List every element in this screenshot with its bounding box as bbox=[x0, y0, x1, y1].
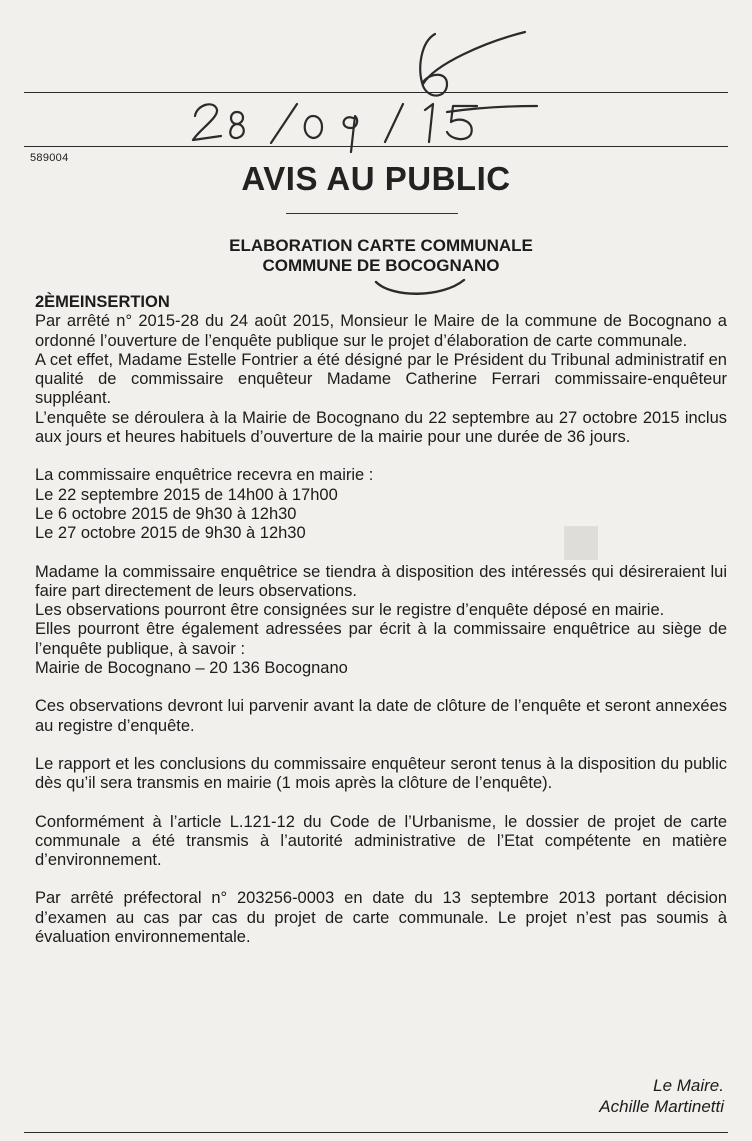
paragraph-11: Par arrêté préfectoral n° 203256-0003 en date du 13 septembre 2013 portant décision d’examen au cas par cas du projet de carte communale. Le projet n’est pas soumis à évaluation environnementale. bbox=[35, 889, 727, 947]
title-rule bbox=[286, 213, 458, 214]
notice-title: AVIS AU PUBLIC bbox=[241, 160, 511, 197]
schedule-date-3: Le 27 octobre 2015 de 9h30 à 12h30 bbox=[35, 524, 306, 543]
paragraph-8: Ces observations devront lui parvenir avant la date de clôture de l’enquête et seront annexées au registre d’enquête. bbox=[35, 697, 727, 735]
signature-block bbox=[599, 1075, 724, 1117]
paragraph-1: Par arrêté n° 2015-28 du 24 août 2015, Monsieur le Maire de la commune de Bocognano a ordonné l’ouverture de l’enquête publique sur le projet d’élaboration de carte communale. bbox=[35, 312, 727, 350]
signature-role: Le Maire. bbox=[653, 1076, 724, 1095]
paragraph-10: Conformément à l’article L.121-12 du Code de l’Urbanisme, le dossier de projet de carte communale a été transmis à l’autorité administrative de l’Etat compétente en matière d’environnement. bbox=[35, 812, 727, 870]
paragraph-2: A cet effet, Madame Estelle Fontrier a été désigné par le Président du Tribunal administratif en qualité de commissaire enquêteur Madame Catherine Ferrari commissaire-enquêteur suppléant. bbox=[35, 350, 727, 408]
show-through-mark: ■ bbox=[560, 501, 603, 579]
paragraph-7: Elles pourront être également adressées par écrit à la commissaire enquêtrice au siège de l’enquête publique, à savoir : bbox=[35, 620, 727, 658]
paragraph-3: L’enquête se déroulera à la Mairie de Bocognano du 22 septembre au 27 octobre 2015 inclus aux jours et heures habituels d’ouverture de la mairie pour une durée de 36 jours. bbox=[35, 408, 727, 447]
paragraph-6: Les observations pourront être consignées sur le registre d’enquête déposé en mairie. bbox=[35, 601, 665, 620]
header-rule bbox=[24, 146, 728, 147]
schedule-intro: La commissaire enquêtrice recevra en mairie : bbox=[35, 466, 374, 485]
bottom-rule bbox=[24, 1132, 728, 1133]
notice-body bbox=[35, 293, 727, 947]
paragraph-9: Le rapport et les conclusions du commissaire enquêteur seront tenus à la disposition du public dès qu’il sera transmis en mairie (1 mois après la clôture de l’enquête). bbox=[35, 754, 727, 793]
insertion-label: 2ÈMEINSERTION bbox=[35, 293, 170, 311]
paragraph-5: Madame la commissaire enquêtrice se tiendra à disposition des intéressés qui désireraient lui faire part directement de leurs observations. bbox=[35, 562, 727, 600]
schedule-date-1: Le 22 septembre 2015 de 14h00 à 17h00 bbox=[35, 485, 338, 504]
subtitle-line-1: ELABORATION CARTE COMMUNALE bbox=[229, 236, 533, 255]
reference-number: 589004 bbox=[30, 152, 69, 164]
handwritten-date-annotation bbox=[185, 28, 545, 153]
subtitle-line-2: COMMUNE DE BOCOGNANO bbox=[262, 256, 500, 275]
mairie-address: Mairie de Bocognano – 20 136 Bocognano bbox=[35, 659, 348, 678]
schedule-date-2: Le 6 octobre 2015 de 9h30 à 12h30 bbox=[35, 504, 297, 523]
signature-name: Achille Martinetti bbox=[599, 1097, 724, 1116]
notice-subtitle bbox=[0, 236, 752, 276]
